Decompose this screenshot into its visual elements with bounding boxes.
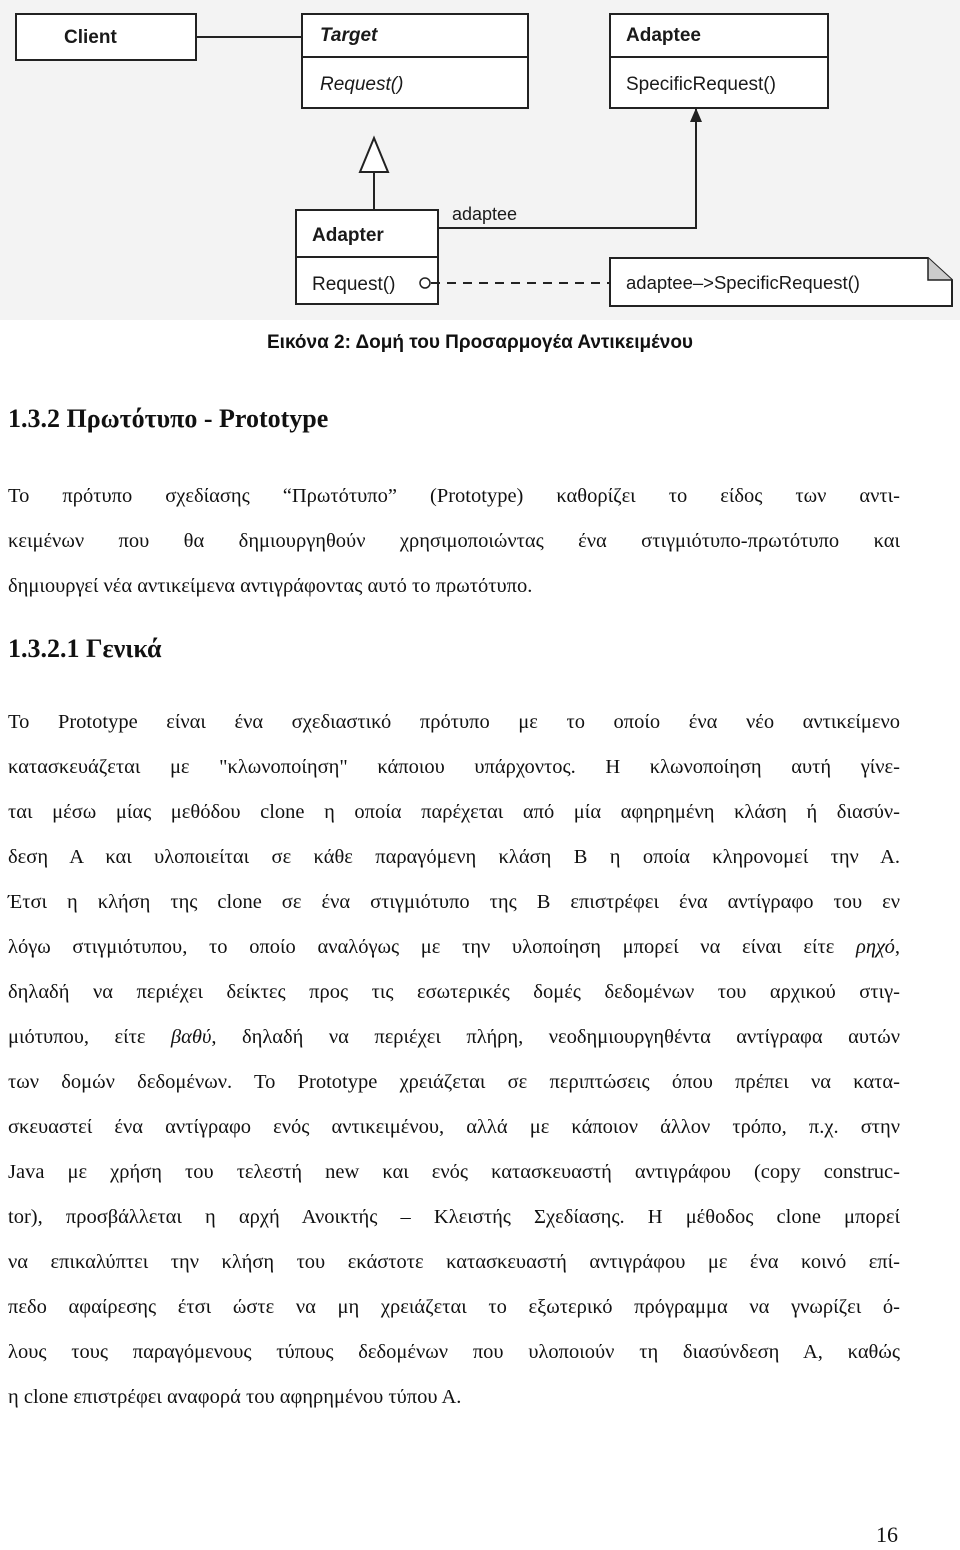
adapter-class-box — [296, 210, 438, 304]
text-line: Το Prototype είναι ένα σχεδιαστικό πρότυπο με το οποίο ένα νέο αντικείμενο — [8, 711, 900, 733]
text-line: κατασκευάζεται με "κλωνοποίηση" κάποιου υπάρχοντος. Η κλωνοποίηση αυτή γίνε- — [8, 756, 900, 778]
figure-caption: Εικόνα 2: Δομή του Προσαρμογέα Αντικειμένου — [267, 332, 693, 353]
text-line: tor), προσβάλλεται η αρχή Ανοικτής – Κλειστής Σχεδίασης. Η μέθοδος clone μπορεί — [8, 1206, 900, 1228]
adaptee-class-box — [610, 14, 828, 108]
section-intro-paragraph — [8, 474, 900, 609]
text-line: λους τους παραγόμενους τύπους δεδομένων που υλοποιούν τη διασύνδεση Α, καθώς — [8, 1341, 900, 1363]
text-line: κειμένων που θα δημιουργηθούν χρησιμοποιώντας ένα στιγμιότυπο-πρωτότυπο και — [8, 530, 900, 552]
client-class-name: Client — [64, 27, 117, 48]
implementation-note — [610, 258, 952, 306]
target-class-name: Target — [320, 25, 378, 46]
target-class-box — [302, 14, 528, 108]
text-line: να επικαλύπτει την κλήση του εκάστοτε κατασκευαστή αντιγράφου με ένα κοινό επί- — [8, 1251, 900, 1273]
adapter-uml-diagram — [0, 0, 960, 320]
text-line: σκευαστεί ένα αντίγραφο ενός αντικειμένου, αλλά με κάποιον άλλον τρόπο, π.χ. στην — [8, 1116, 900, 1138]
client-class-box — [16, 14, 196, 60]
adapter-operation: Request() — [312, 274, 396, 295]
text-line: δηλαδή να περιέχει δείκτες προς τις εσωτερικές δομές δεδομένων του αρχικού στιγ- — [8, 981, 900, 1003]
note-text: adaptee–>SpecificRequest() — [626, 272, 860, 293]
adaptee-operation: SpecificRequest() — [626, 74, 776, 95]
text-line: δεση Α και υλοποιείται σε κάθε παραγόμενη κλάση Β η οποία κληρονομεί την Α. — [8, 846, 900, 868]
text-line: Το πρότυπο σχεδίασης “Πρωτότυπο” (Prototype) καθορίζει το είδος των αντι- — [8, 485, 900, 507]
text-line: των δομών δεδομένων. Το Prototype χρειάζεται σε περιπτώσεις όπου πρέπει να κατα- — [8, 1071, 900, 1093]
subsection-body-paragraph — [8, 700, 900, 1420]
text-line: η clone επιστρέφει αναφορά του αφηρημένου τύπου Α. — [8, 1386, 462, 1408]
text-line: λόγω στιγμιότυπου, το οποίο αναλόγως με την υλοποίηση μπορεί να είναι είτε ρηχό, — [8, 936, 900, 958]
text-line: ται μέσω μίας μεθόδου clone η οποία παρέχεται από μία αφηρημένη κλάση ή διασύν- — [8, 801, 900, 823]
note-anchor-icon — [420, 278, 430, 288]
text-line: Java με χρήση του τελεστή new και ενός κατασκευαστή αντιγράφου (copy construc- — [8, 1161, 900, 1183]
page-number: 16 — [876, 1522, 898, 1547]
section-heading: 1.3.2 Πρωτότυπο - Prototype — [8, 404, 329, 433]
emphasis-word: βαθύ — [170, 1026, 212, 1048]
text-line: δημιουργεί νέα αντικείμενα αντιγράφοντας αυτό το πρωτότυπο. — [8, 575, 533, 597]
target-operation: Request() — [320, 74, 404, 95]
emphasis-word: ρηχό — [856, 936, 895, 958]
text-line: Έτσι η κλήση της clone σε ένα στιγμιότυπο της Β επιστρέφει ένα αντίγραφο του εν — [8, 891, 900, 913]
subsection-heading: 1.3.2.1 Γενικά — [8, 634, 162, 663]
association-label: adaptee — [452, 204, 518, 224]
adaptee-class-name: Adaptee — [626, 25, 701, 46]
adapter-class-name: Adapter — [312, 225, 384, 246]
text-line: πεδο αφαίρεσης έτσι ώστε να μη χρειάζεται το εξωτερικό πρόγραμμα να γνωρίζει ό- — [8, 1296, 900, 1318]
text-line: μιότυπου, είτε βαθύ, δηλαδή να περιέχει πλήρη, νεοδημιουργηθέντα αντίγραφα αυτών — [8, 1026, 900, 1048]
